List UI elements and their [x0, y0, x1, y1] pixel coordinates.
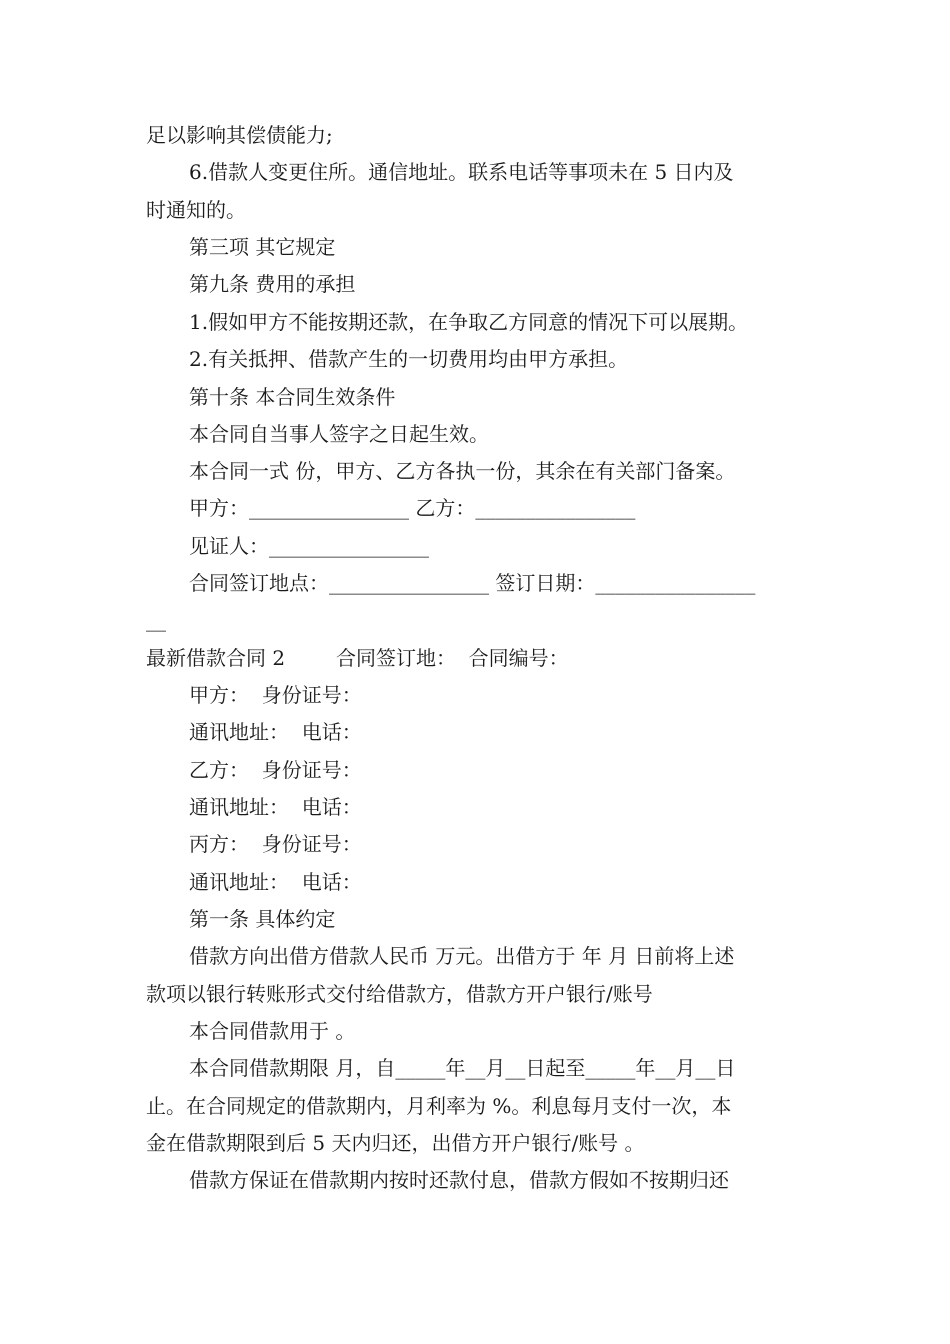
contract-title: 最新借款合同 2 合同签订地： 合同编号：	[146, 646, 569, 670]
text-line: __	[146, 608, 166, 632]
text-line: 6.借款人变更住所。通信地址。联系电话等事项未在 5 日内及	[189, 160, 734, 184]
text-line: 2.有关抵押、借款产生的一切费用均由甲方承担。	[189, 347, 629, 371]
text-line: 金在借款期限到后 5 天内归还，出借方开户银行/账号 。	[146, 1131, 645, 1155]
text-line: 1.假如甲方不能按期还款，在争取乙方同意的情况下可以展期。	[189, 310, 749, 334]
article-heading: 第九条 费用的承担	[189, 272, 356, 296]
text-line: 足以影响其偿债能力;	[146, 123, 333, 147]
signature-line-witness: 见证人：________________	[189, 534, 429, 558]
text-line: 款项以银行转账形式交付给借款方，借款方开户银行/账号	[146, 982, 653, 1006]
text-line: 本合同一式 份，甲方、乙方各执一份，其余在有关部门备案。	[189, 459, 736, 483]
signature-line-place-date: 合同签订地点：________________ 签订日期：________________	[189, 571, 756, 595]
text-line: 止。在合同规定的借款期内，月利率为 %。利息每月支付一次，本	[146, 1094, 732, 1118]
party-line: 丙方： 身份证号：	[189, 832, 362, 856]
text-line: 借款方向出借方借款人民币 万元。出借方于 年 月 日前将上述	[189, 944, 735, 968]
party-line: 乙方： 身份证号：	[189, 758, 362, 782]
text-line: 本合同借款期限 月，自_____年__月__日起至_____年__月__日	[189, 1056, 736, 1080]
text-line: 时通知的。	[146, 198, 246, 222]
article-heading: 第十条 本合同生效条件	[189, 385, 396, 409]
section-heading: 第三项 其它规定	[189, 235, 336, 259]
article-heading: 第一条 具体约定	[189, 907, 336, 931]
text-line: 本合同借款用于 。	[189, 1019, 356, 1043]
party-line: 通讯地址： 电话：	[189, 720, 362, 744]
party-line: 通讯地址： 电话：	[189, 795, 362, 819]
text-line: 本合同自当事人签字之日起生效。	[189, 422, 489, 446]
party-line: 通讯地址： 电话：	[189, 870, 362, 894]
signature-line-parties: 甲方：________________ 乙方：________________	[189, 496, 636, 520]
text-line: 借款方保证在借款期内按时还款付息，借款方假如不按期归还	[189, 1168, 729, 1192]
party-line: 甲方： 身份证号：	[189, 683, 362, 707]
